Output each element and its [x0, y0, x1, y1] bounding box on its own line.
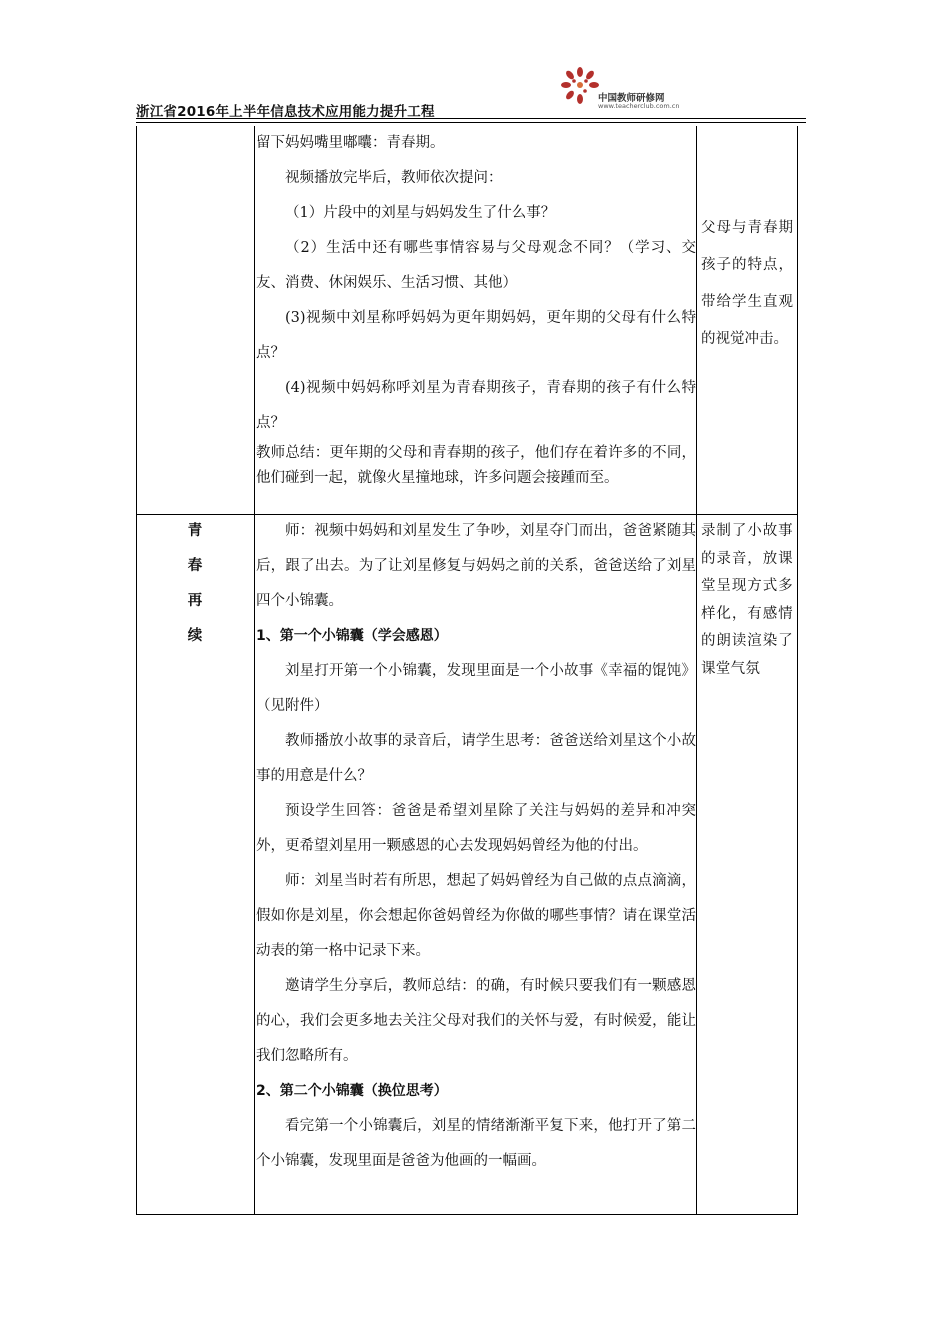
row1-paragraph: (3)视频中刘星称呼妈妈为更年期妈妈，更年期的父母有什么特点？ — [256, 310, 696, 361]
page-header — [136, 66, 806, 120]
row2-paragraph: 看完第一个小锦囊后，刘星的情绪渐渐平复下来，他打开了第二个小锦囊，发现里面是爸爸为他画的一幅画。 — [256, 1118, 696, 1169]
row1-paragraph: (4)视频中妈妈称呼刘星为青春期孩子，青春期的孩子有什么特点？ — [256, 380, 696, 431]
stage-label — [136, 514, 254, 654]
stage-char: 续 — [187, 628, 203, 644]
section-heading-2: 2、第二个小锦囊（换位思考） — [256, 1083, 448, 1099]
logo-flower-icon — [560, 66, 600, 106]
row1-paragraph: 留下妈妈嘴里嘟囔：青春期。 — [256, 135, 445, 151]
lesson-table — [136, 126, 798, 1215]
table-divider-stage — [254, 126, 255, 1215]
row2-paragraph: 教师播放小故事的录音后，请学生思考：爸爸送给刘星这个小故事的用意是什么？ — [256, 733, 696, 784]
table-border-right — [797, 126, 798, 1215]
section-heading-1: 1、第一个小锦囊（学会感恩） — [256, 628, 448, 644]
logo — [560, 66, 700, 116]
table-border-left — [136, 126, 137, 1215]
row2-paragraph: 预设学生回答：爸爸是希望刘星除了关注与妈妈的差异和冲突外，更希望刘星用一颗感恩的心去发现妈妈曾经为他的付出。 — [256, 803, 696, 854]
row1-note: 父母与青春期孩子的特点，带给学生直观的视觉冲击。 — [701, 220, 793, 347]
header-rule — [136, 118, 806, 119]
logo-url: www.teacherclub.com.cn — [598, 102, 680, 110]
row2-paragraph: 师：刘星当时若有所思，想起了妈妈曾经为自己做的点点滴滴，假如你是刘星，你会想起你爸妈曾经为你做的哪些事情？请在课堂活动表的第一格中记录下来。 — [256, 873, 696, 959]
row1-paragraph: （2）生活中还有哪些事情容易与父母观念不同？（学习、交友、消费、休闲娱乐、生活习惯、其他） — [256, 240, 696, 291]
row2-paragraph: 邀请学生分享后，教师总结：的确，有时候只要我们有一颗感恩的心，我们会更多地去关注父母对我们的关怀与爱，有时候爱，能让我们忽略所有。 — [256, 978, 696, 1064]
header-rule-thin — [136, 122, 806, 123]
row1-paragraph: （1）片段中的刘星与妈妈发生了什么事？ — [285, 205, 556, 221]
row1-paragraph: 视频播放完毕后，教师依次提问： — [285, 170, 503, 186]
row2-paragraph: 刘星打开第一个小锦囊，发现里面是一个小故事《幸福的馄饨》（见附件） — [256, 663, 696, 714]
row2-note: 录制了小故事的录音，放课堂呈现方式多样化，有感情的朗读渲染了课堂气氛 — [701, 523, 793, 677]
row1-summary: 教师总结：更年期的父母和青春期的孩子，他们存在着许多的不同，他们碰到一起，就像火星撞地球，许多问题会接踵而至。 — [256, 445, 696, 486]
header-title: 浙江省2016年上半年信息技术应用能力提升工程 — [136, 104, 435, 120]
row1-content-cell — [256, 126, 696, 514]
stage-char: 再 — [187, 593, 203, 609]
table-divider-note — [696, 126, 697, 1215]
stage-char: 春 — [187, 558, 203, 574]
stage-char: 青 — [187, 523, 203, 539]
row2-content-cell — [256, 514, 696, 1215]
row2-note-cell — [701, 518, 793, 1219]
logo-name: 中国教师研修网 — [598, 93, 665, 104]
row2-paragraph: 师：视频中妈妈和刘星发生了争吵，刘星夺门而出，爸爸紧随其后，跟了出去。为了让刘星修复与妈妈之前的关系，爸爸送给了刘星四个小锦囊。 — [256, 523, 696, 609]
